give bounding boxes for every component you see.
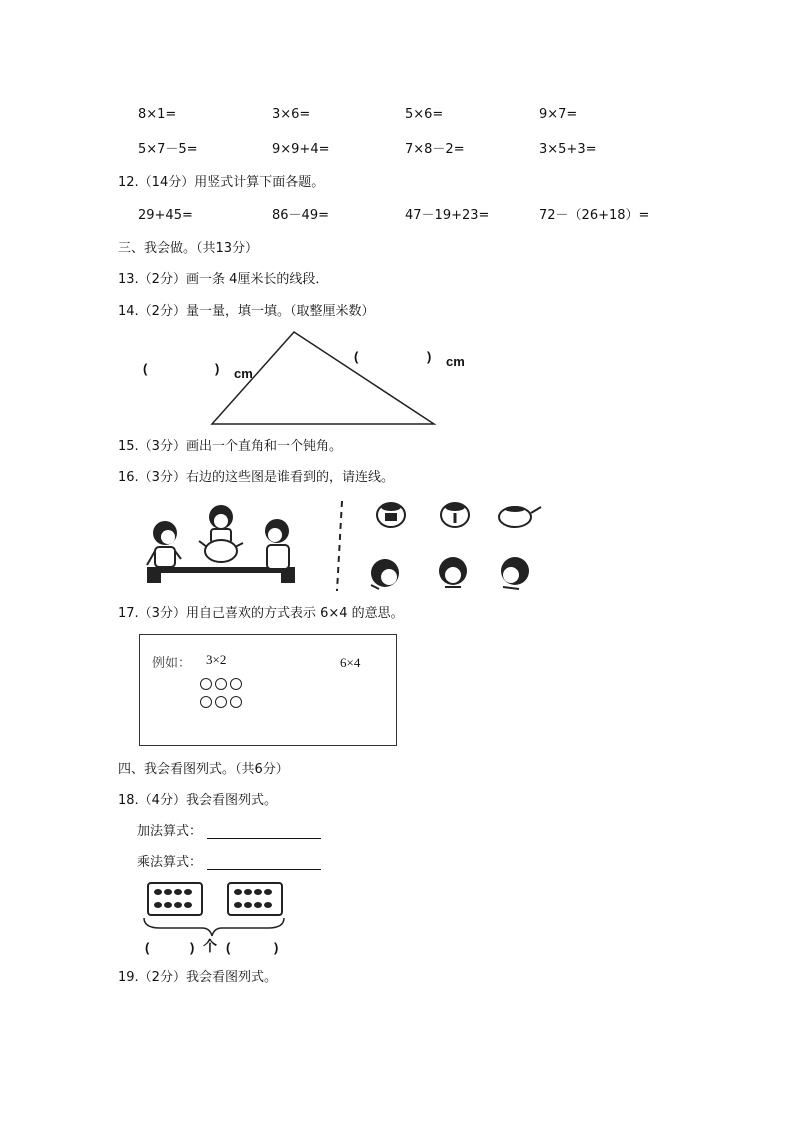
section-4-heading: 四、我会看图列式。（共6分） xyxy=(118,762,289,777)
calc-row3-1: 29+45= xyxy=(138,208,193,223)
girl-head-view-icon xyxy=(371,559,399,589)
right-length-paren-open: ( xyxy=(354,349,359,364)
group-count-paren-open: ( xyxy=(145,940,150,955)
calc-row2-4: 3×5+3= xyxy=(539,142,597,157)
question-17: 17.（3分）用自己喜欢的方式表示 6×4 的意思。 xyxy=(118,606,404,621)
question-13: 13.（2分）画一条 4厘米长的线段． xyxy=(118,272,329,287)
divider-line xyxy=(337,501,342,591)
pot-side-view-icon xyxy=(441,503,469,527)
circle-icon xyxy=(200,696,212,708)
brace-icon xyxy=(144,918,284,936)
question-18: 18.（4分）我会看图列式。 xyxy=(118,793,277,808)
question-14: 14.（2分）量一量，填一填。（取整厘米数） xyxy=(118,304,375,319)
circle-icon xyxy=(215,696,227,708)
calc-row1-3: 5×6= xyxy=(405,107,444,122)
boy-head-side-view-icon xyxy=(501,557,529,589)
teapot-icon xyxy=(199,540,243,562)
calc-row2-3: 7×8－2= xyxy=(405,142,465,157)
girl-left-icon xyxy=(147,521,181,567)
item-count-paren-close: ) xyxy=(274,940,279,955)
calc-row3-4: 72－（26+18）= xyxy=(539,208,650,223)
multiplication-label: 乘法算式： xyxy=(137,855,203,870)
circle-icon xyxy=(215,678,227,690)
grouping-figure xyxy=(140,880,340,940)
calc-row3-2: 86－49= xyxy=(272,208,329,223)
calc-row2-2: 9×9+4= xyxy=(272,142,330,157)
multiplication-answer-line[interactable] xyxy=(207,869,321,870)
task-expression: 6×4 xyxy=(340,655,361,670)
answer-box xyxy=(139,634,397,746)
circle-icon xyxy=(200,678,212,690)
calc-row2-1: 5×7－5= xyxy=(138,142,198,157)
group-box-icon xyxy=(228,883,282,915)
boy-middle-icon xyxy=(209,505,233,543)
example-label: 例如： xyxy=(152,655,192,670)
left-length-paren-open: ( xyxy=(143,361,148,376)
question-19: 19.（2分）我会看图列式。 xyxy=(118,970,277,985)
calc-row1-1: 8×1= xyxy=(138,107,177,122)
section-3-heading: 三、我会做。（共13分） xyxy=(118,241,259,256)
calc-row1-2: 3×6= xyxy=(272,107,311,122)
right-length-paren-close: ) xyxy=(427,349,432,364)
group-box-icon xyxy=(148,883,202,915)
calc-row1-4: 9×7= xyxy=(539,107,578,122)
pot-front-view-icon xyxy=(377,503,405,527)
right-length-unit: cm xyxy=(446,354,465,369)
unit-label: 个 xyxy=(203,938,217,954)
item-count-paren-open: ( xyxy=(226,940,231,955)
circle-icon xyxy=(230,696,242,708)
boy-head-front-view-icon xyxy=(439,557,467,587)
question-16: 16.（3分）右边的这些图是谁看到的，请连线。 xyxy=(118,470,394,485)
addition-label: 加法算式： xyxy=(137,824,203,839)
pot-spout-view-icon xyxy=(499,506,541,527)
question-15: 15.（3分）画出一个直角和一个钝角。 xyxy=(118,439,342,454)
observation-illustration xyxy=(135,495,555,595)
calc-row3-3: 47－19+23= xyxy=(405,208,490,223)
left-length-unit: cm xyxy=(234,366,253,381)
left-length-paren-close: ) xyxy=(215,361,220,376)
example-expression: 3×2 xyxy=(206,652,227,667)
question-12: 12.（14分）用竖式计算下面各题。 xyxy=(118,175,325,190)
circle-icon xyxy=(230,678,242,690)
addition-answer-line[interactable] xyxy=(207,838,321,839)
group-count-paren-close: ) xyxy=(190,940,195,955)
